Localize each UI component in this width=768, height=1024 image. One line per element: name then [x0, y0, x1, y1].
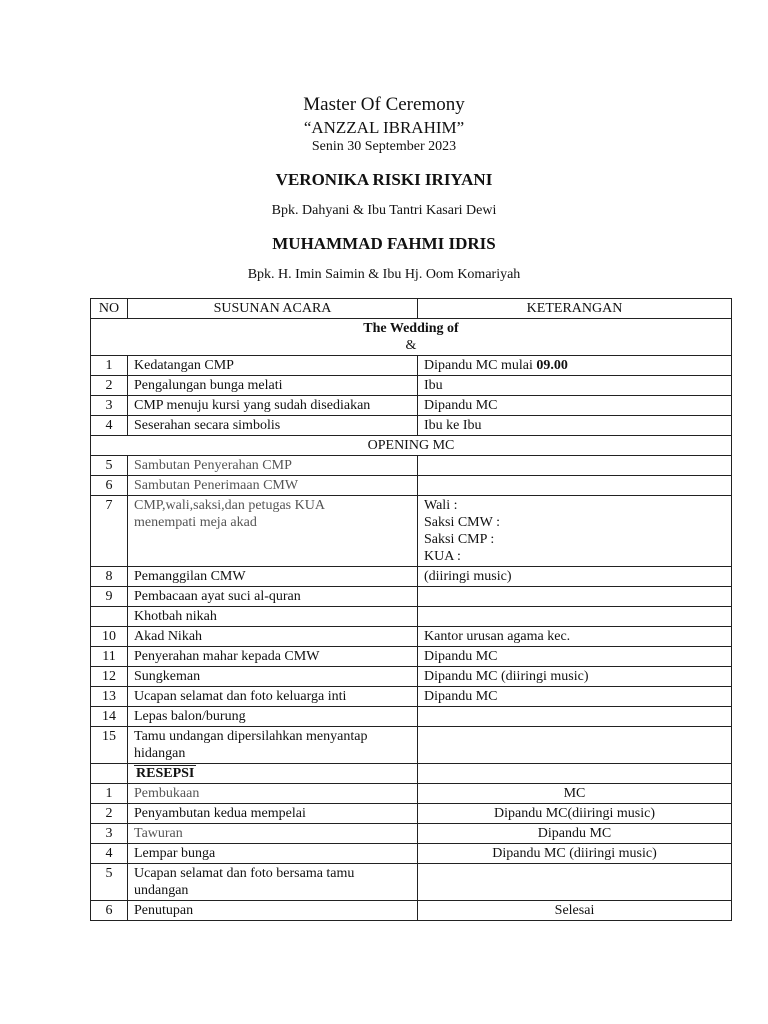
row-note [418, 416, 732, 436]
table-row [91, 864, 732, 901]
row-number: 13 [91, 687, 128, 707]
row-activity: Lepas balon/burung [128, 707, 418, 727]
table-row [91, 667, 732, 687]
row-activity: Penyambutan kedua mempelai [128, 804, 418, 824]
row-note: Dipandu MC [418, 647, 732, 667]
groom-name: MUHAMMAD FAHMI IDRIS [272, 234, 496, 253]
table-row [91, 376, 732, 396]
row-note [418, 764, 732, 784]
row-activity: Kedatangan CMP [128, 356, 418, 376]
row-activity: Pembukaan [128, 784, 418, 804]
row-note: Kantor urusan agama kec. [418, 627, 732, 647]
opening-mc-section-row [91, 436, 732, 456]
resepsi-section-label: RESEPSI [136, 766, 195, 781]
mc-name: “ANZZAL IBRAHIM” [303, 118, 465, 137]
table-row [91, 627, 732, 647]
row-note: Dipandu MC [418, 687, 732, 707]
row-activity: CMP menuju kursi yang sudah disediakan [128, 396, 418, 416]
row-activity: CMP,wali,saksi,dan petugas KUA menempati meja akad [128, 496, 418, 567]
schedule-body [91, 299, 732, 921]
row-number: 14 [91, 707, 128, 727]
row-activity: Tamu undangan dipersilahkan menyantap hidangan [128, 727, 418, 764]
table-row [91, 476, 732, 496]
row-number: 8 [91, 567, 128, 587]
row-number: 15 [91, 727, 128, 764]
row-note-text: Ibu ke Ibu [424, 418, 482, 433]
row-number: 12 [91, 667, 128, 687]
table-row [91, 416, 732, 436]
table-row [91, 804, 732, 824]
row-note-text: Ibu [424, 378, 443, 393]
table-row [91, 901, 732, 921]
row-note: Dipandu MC [418, 824, 732, 844]
column-header-activity: SUSUNAN ACARA [128, 299, 418, 319]
wedding-title-cell [91, 319, 732, 356]
row-note [418, 396, 732, 416]
table-row [91, 647, 732, 667]
row-number: 2 [91, 376, 128, 396]
row-note [418, 607, 732, 627]
row-number: 5 [91, 864, 128, 901]
wedding-ampersand: & [405, 338, 417, 353]
row-activity: Seserahan secara simbolis [128, 416, 418, 436]
row-number: 9 [91, 587, 128, 607]
groom-parents: Bpk. H. Imin Saimin & Ibu Hj. Oom Komariyah [247, 267, 521, 282]
resepsi-section-row [91, 764, 732, 784]
table-row [91, 567, 732, 587]
row-activity: Tawuran [128, 824, 418, 844]
row-number: 6 [91, 476, 128, 496]
row-note [418, 707, 732, 727]
row-number: 3 [91, 824, 128, 844]
row-note-text: Dipandu MC mulai [424, 358, 537, 373]
row-note: MC [418, 784, 732, 804]
row-activity: Penutupan [128, 901, 418, 921]
row-note: Wali : Saksi CMW : Saksi CMP : KUA : [418, 496, 732, 567]
wedding-title-row [91, 319, 732, 356]
table-row [91, 844, 732, 864]
row-activity: Akad Nikah [128, 627, 418, 647]
row-activity: Ucapan selamat dan foto bersama tamu undangan [128, 864, 418, 901]
table-row [91, 396, 732, 416]
table-row [91, 456, 732, 476]
row-number: 7 [91, 496, 128, 567]
table-row [91, 707, 732, 727]
row-number: 4 [91, 844, 128, 864]
row-note-time: 09.00 [536, 358, 568, 373]
row-number: 4 [91, 416, 128, 436]
row-number [91, 764, 128, 784]
row-number: 6 [91, 901, 128, 921]
row-number: 2 [91, 804, 128, 824]
row-note: Selesai [418, 901, 732, 921]
row-note [418, 456, 732, 476]
table-row [91, 727, 732, 764]
column-header-note: KETERANGAN [418, 299, 732, 319]
table-row [91, 496, 732, 567]
row-number [91, 607, 128, 627]
row-activity: Sambutan Penyerahan CMP [128, 456, 418, 476]
row-number: 10 [91, 627, 128, 647]
row-note: (diiringi music) [418, 567, 732, 587]
table-row [91, 784, 732, 804]
row-number: 1 [91, 784, 128, 804]
row-note: Dipandu MC (diiringi music) [418, 844, 732, 864]
event-date: Senin 30 September 2023 [311, 139, 457, 154]
row-note [418, 727, 732, 764]
table-row [91, 587, 732, 607]
schedule-table [90, 298, 732, 921]
row-note [418, 476, 732, 496]
resepsi-section [128, 764, 418, 784]
table-header-row [91, 299, 732, 319]
row-activity: Penyerahan mahar kepada CMW [128, 647, 418, 667]
row-note-text: Dipandu MC [424, 398, 498, 413]
document-title: Master Of Ceremony [303, 94, 465, 115]
row-number: 5 [91, 456, 128, 476]
bride-parents: Bpk. Dahyani & Ibu Tantri Kasari Dewi [271, 203, 497, 218]
wedding-title: The Wedding of [363, 321, 459, 336]
row-number: 11 [91, 647, 128, 667]
row-activity: Lempar bunga [128, 844, 418, 864]
table-row [91, 687, 732, 707]
row-note: Dipandu MC(diiringi music) [418, 804, 732, 824]
bride-name: VERONIKA RISKI IRIYANI [275, 170, 493, 189]
row-number: 1 [91, 356, 128, 376]
opening-mc-section: OPENING MC [91, 436, 732, 456]
row-number: 3 [91, 396, 128, 416]
row-activity: Ucapan selamat dan foto keluarga inti [128, 687, 418, 707]
table-row [91, 824, 732, 844]
row-activity: Pemanggilan CMW [128, 567, 418, 587]
table-row [91, 356, 732, 376]
row-note: Dipandu MC (diiringi music) [418, 667, 732, 687]
row-activity: Pengalungan bunga melati [128, 376, 418, 396]
column-header-no: NO [91, 299, 128, 319]
row-note [418, 376, 732, 396]
row-activity: Sambutan Penerimaan CMW [128, 476, 418, 496]
row-activity: Khotbah nikah [128, 607, 418, 627]
table-row [91, 607, 732, 627]
row-note [418, 587, 732, 607]
row-activity: Pembacaan ayat suci al-quran [128, 587, 418, 607]
row-note [418, 356, 732, 376]
row-note [418, 864, 732, 901]
row-activity: Sungkeman [128, 667, 418, 687]
